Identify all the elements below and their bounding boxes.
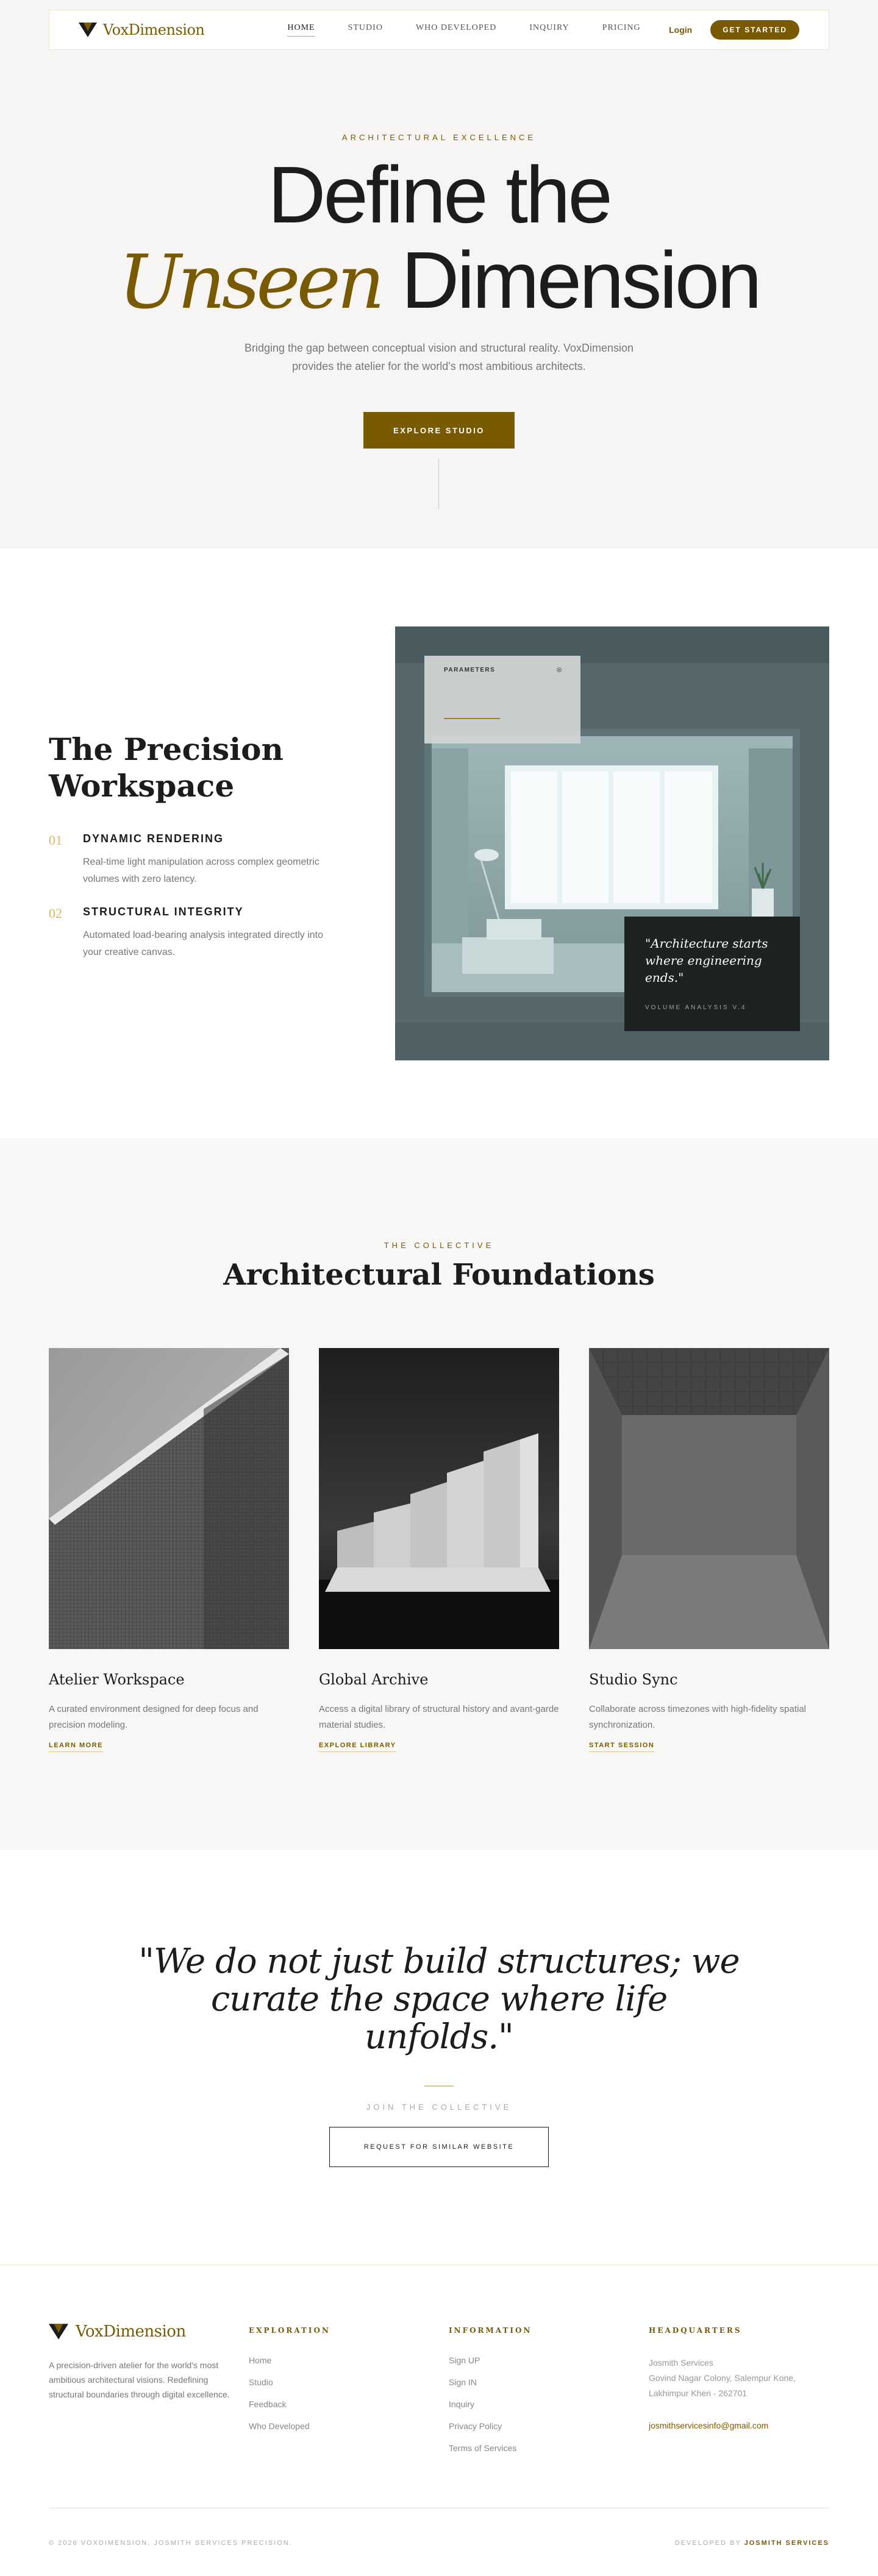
facade-graphic xyxy=(49,1348,289,1649)
card-image xyxy=(319,1348,559,1649)
big-quote: "We do not just build structures; we curate the space where life unfolds." xyxy=(138,1942,740,2057)
login-link[interactable]: Login xyxy=(669,25,693,35)
footer-information-column xyxy=(449,2326,532,2465)
footer-column-heading: INFORMATION xyxy=(449,2326,532,2335)
card-title: Global Archive xyxy=(319,1671,429,1688)
brand-logo[interactable] xyxy=(79,21,204,38)
footer-link-home[interactable]: Home xyxy=(249,2355,272,2365)
hero-title-line2: Dimension xyxy=(381,235,760,325)
developer-credit xyxy=(675,2539,829,2547)
nav-studio[interactable]: STUDIO xyxy=(348,23,383,32)
feature-number: 02 xyxy=(49,906,62,921)
nav-pricing[interactable]: PRICING xyxy=(602,23,641,32)
quote-card-meta: VOLUME ANALYSIS V.4 xyxy=(645,1004,747,1011)
footer-column-heading: EXPLORATION xyxy=(249,2326,330,2335)
hero-title-line1: Define the xyxy=(268,150,610,240)
card-description: Access a digital library of structural history and avant-garde material studies. xyxy=(319,1704,559,1730)
hq-email-link[interactable]: josmithservicesinfo@gmail.com xyxy=(649,2421,769,2430)
hq-address-line: Lakhimpur Kheri - 262701 xyxy=(649,2388,748,2398)
hero-eyebrow: ARCHITECTURAL EXCELLENCE xyxy=(341,133,537,142)
archive-model-graphic xyxy=(319,1348,559,1649)
foundation-card xyxy=(319,1348,559,1752)
workspace-section xyxy=(0,548,878,1138)
hero-section xyxy=(0,0,878,548)
start-session-link[interactable]: START SESSION xyxy=(589,1742,654,1752)
main-nav xyxy=(287,23,640,37)
footer-link-sign-up[interactable]: Sign UP xyxy=(449,2355,480,2365)
quote-card xyxy=(624,917,800,1031)
quote-divider xyxy=(424,2085,454,2087)
card-title: Atelier Workspace xyxy=(49,1671,185,1688)
feature-item xyxy=(49,906,341,961)
header-actions xyxy=(669,20,799,40)
hero-divider-line xyxy=(438,458,439,509)
parameters-label: PARAMETERS xyxy=(444,667,496,673)
developer-prefix: DEVELOPED BY xyxy=(674,2539,744,2547)
footer-link-sign-in[interactable]: Sign IN xyxy=(449,2377,477,2387)
copyright-text: © 2026 VOXDIMENSION. JOSMITH SERVICES PRECISION. xyxy=(49,2539,293,2547)
site-header xyxy=(49,10,829,50)
foundations-title: Architectural Foundations xyxy=(223,1258,655,1292)
card-image xyxy=(49,1348,289,1649)
learn-more-link[interactable]: LEARN MORE xyxy=(49,1742,103,1752)
close-icon[interactable]: ⊗ xyxy=(555,665,562,674)
feature-description: Real-time light manipulation across complex geometric volumes with zero latency. xyxy=(83,857,319,884)
footer-link-feedback[interactable]: Feedback xyxy=(249,2399,287,2409)
card-title: Studio Sync xyxy=(589,1671,678,1688)
site-footer xyxy=(0,2265,878,2576)
join-label: JOIN THE COLLECTIVE xyxy=(366,2102,512,2112)
brand-name: VoxDimension xyxy=(103,21,205,38)
explore-studio-button[interactable]: EXPLORE STUDIO xyxy=(363,412,515,449)
footer-link-who-developed[interactable]: Who Developed xyxy=(249,2421,310,2431)
nav-home[interactable]: HOME xyxy=(287,23,315,37)
footer-link-studio[interactable]: Studio xyxy=(249,2377,273,2387)
explore-library-link[interactable]: EXPLORE LIBRARY xyxy=(319,1742,396,1752)
footer-link-terms[interactable]: Terms of Services xyxy=(449,2443,517,2453)
feature-number: 01 xyxy=(49,832,62,848)
get-started-button[interactable]: GET STARTED xyxy=(710,20,799,40)
hq-address-line: Josmith Services xyxy=(649,2358,713,2368)
quote-card-text: "Architecture starts where engineering ends." xyxy=(645,936,768,985)
card-image xyxy=(589,1348,829,1649)
feature-name: STRUCTURAL INTEGRITY xyxy=(83,906,244,918)
nav-inquiry[interactable]: INQUIRY xyxy=(529,23,569,32)
footer-link-inquiry[interactable]: Inquiry xyxy=(449,2399,475,2409)
studio-room-graphic xyxy=(589,1348,829,1649)
workspace-title: The Precision Workspace xyxy=(49,731,284,804)
hero-title-emphasis: Unseen xyxy=(118,239,382,325)
card-description: A curated environment designed for deep focus and precision modeling. xyxy=(49,1704,259,1730)
logo-icon xyxy=(79,23,97,37)
feature-item xyxy=(49,832,341,888)
foundation-card xyxy=(589,1348,829,1752)
nav-who-developed[interactable]: WHO DEVELOPED xyxy=(415,23,497,32)
developer-name[interactable]: JOSMITH SERVICES xyxy=(744,2539,829,2547)
parameters-panel xyxy=(424,656,580,743)
foundations-section xyxy=(0,1138,878,1850)
parameter-slider[interactable] xyxy=(444,718,500,719)
footer-description: A precision-driven atelier for the world's most ambitious architectural visions. Redefining structural boundaries through digital excellence. xyxy=(49,2360,230,2399)
footer-link-privacy[interactable]: Privacy Policy xyxy=(449,2421,502,2431)
footer-logo[interactable] xyxy=(49,2322,186,2341)
workspace-render-image xyxy=(395,626,829,1060)
hq-address-line: Govind Nagar Colony, Salempur Kone, xyxy=(649,2373,796,2383)
hero-subtitle: Bridging the gap between conceptual vision and structural reality. VoxDimension provides the atelier for the world's most ambitious architects. xyxy=(244,342,634,372)
footer-brand-name: VoxDimension xyxy=(76,2322,186,2341)
footer-column-heading: HEADQUARTERS xyxy=(649,2326,742,2335)
card-description: Collaborate across timezones with high-fidelity spatial synchronization. xyxy=(589,1704,807,1730)
footer-exploration-column xyxy=(249,2326,330,2443)
footer-hq-column xyxy=(649,2326,796,2430)
foundations-eyebrow: THE COLLECTIVE xyxy=(384,1241,494,1250)
feature-description: Automated load-bearing analysis integrated directly into your creative canvas. xyxy=(83,930,324,957)
hero-title xyxy=(0,152,878,325)
request-website-button[interactable]: REQUEST FOR SIMILAR WEBSITE xyxy=(329,2127,549,2167)
feature-name: DYNAMIC RENDERING xyxy=(83,832,224,845)
foundation-card xyxy=(49,1348,289,1752)
quote-section xyxy=(0,1850,878,2265)
logo-icon xyxy=(49,2324,68,2340)
